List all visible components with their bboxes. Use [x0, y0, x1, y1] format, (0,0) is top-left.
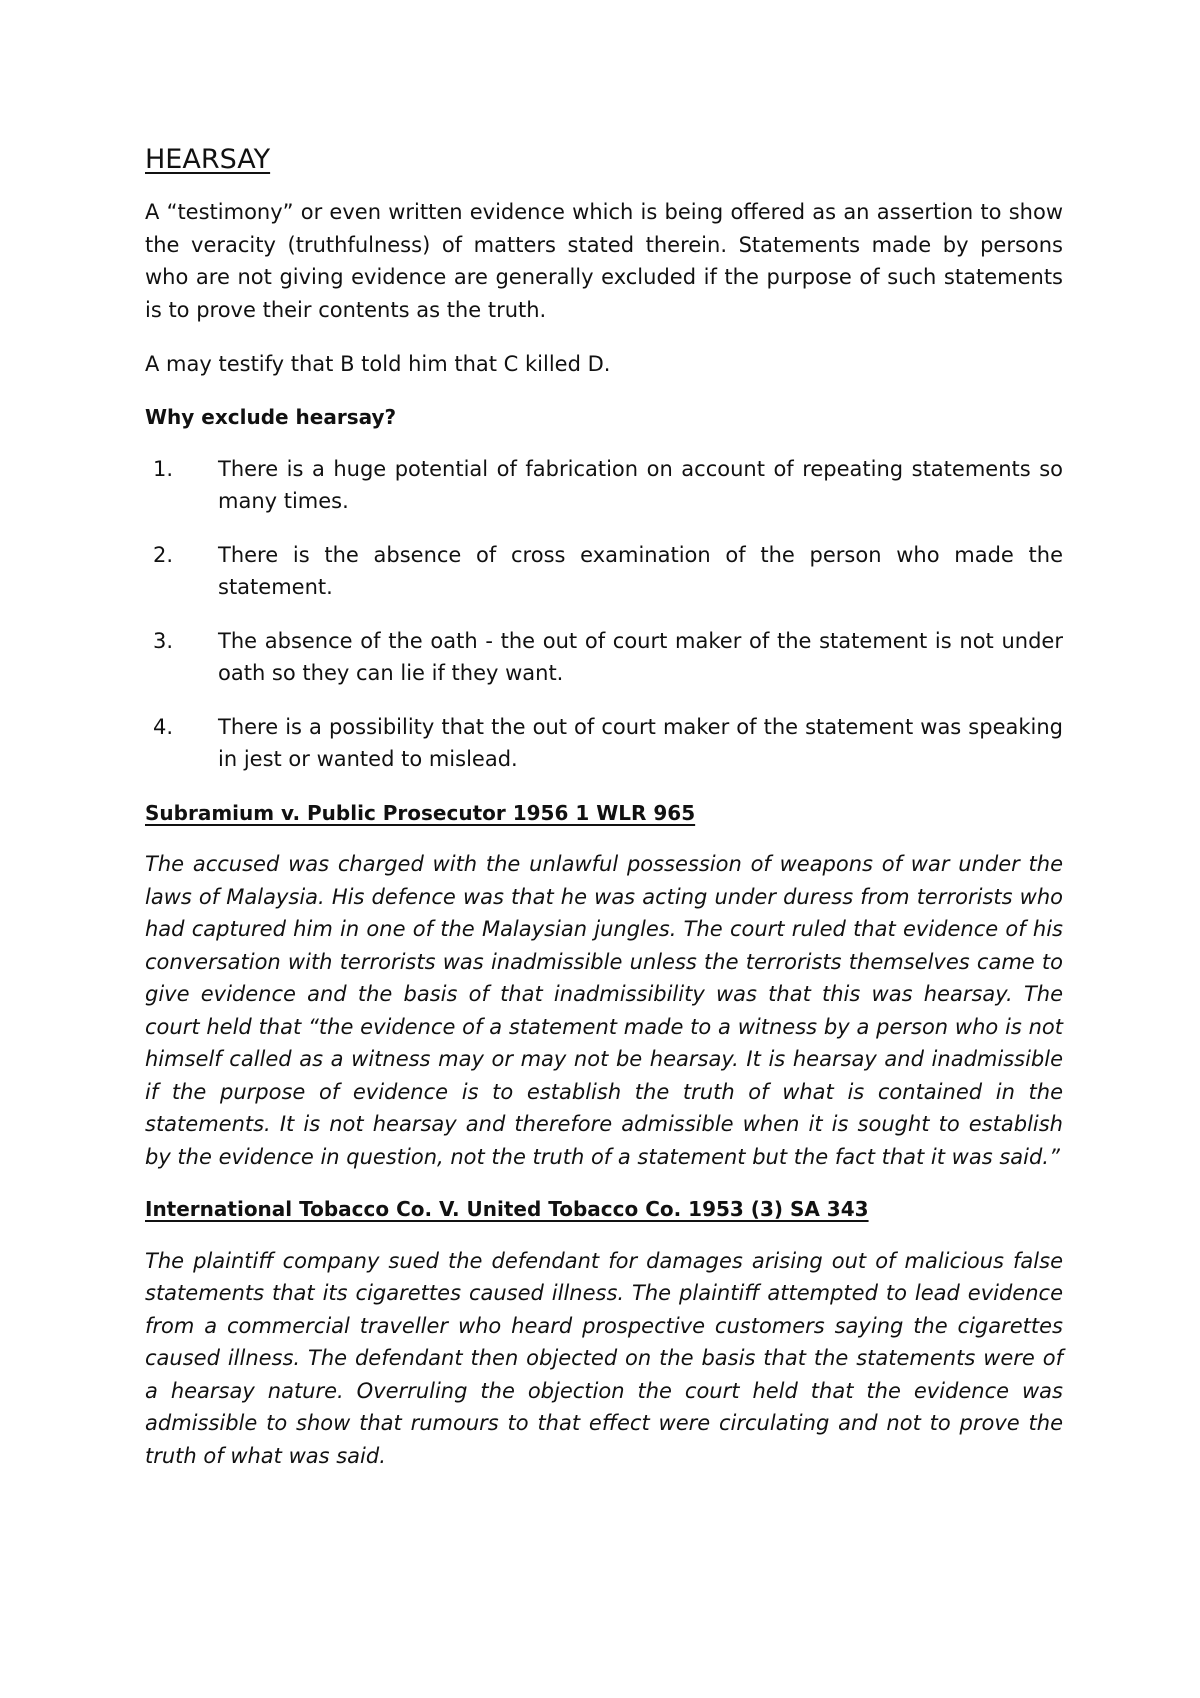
list-item — [145, 453, 1063, 518]
section-subheading: Why exclude hearsay? — [145, 404, 397, 429]
list-item-number: 2. — [153, 542, 174, 567]
example-sentence: A may testify that B told him that C killed D. — [145, 352, 611, 376]
list-item-text: There is a huge potential of fabrication on account of repeating statements so many times. — [218, 456, 1063, 513]
list-item-number: 1. — [153, 456, 174, 481]
list-item-number: 3. — [153, 628, 174, 653]
intro-paragraph: A “testimony” or even written evidence which is being offered as an assertion to show the veracity (truthfulness) of matters stated therein. Statements made by persons who are not giving evidence are generally excluded if the purpose of such statements is to prove their contents as the truth. — [145, 200, 1063, 322]
list-item — [145, 625, 1063, 690]
case-summary-subramium: The accused was charged with the unlawful possession of weapons of war under the laws of Malaysia. His defence was that he was acting under duress from terrorists who had captured him in one of the Malaysian jungles. The court ruled that evidence of his conversation with terrorists was inadmissible unless the terrorists themselves came to give evidence and the basis of that inadmissibility was that this was hearsay. The court held that “the evidence of a statement made to a witness by a person who is not himself called as a witness may or may not be hearsay. It is hearsay and inadmissible if the purpose of evidence is to establish the truth of what is contained in the statements. It is not hearsay and therefore admissible when it is sought to establish by the evidence in question, not the truth of a statement but the fact that it was said.” — [145, 852, 1063, 1169]
case-summary-international-tobacco: The plaintiff company sued the defendant for damages arising out of malicious false statements that its cigarettes caused illness. The plaintiff attempted to lead evidence from a commercial traveller who heard prospective customers saying the cigarettes caused illness. The defendant then objected on the basis that the statements were of a hearsay nature. Overruling the objection the court held that the evidence was admissible to show that rumours to that effect were circulating and not to prove the truth of what was said. — [145, 1248, 1063, 1468]
list-item-text: The absence of the oath - the out of court maker of the statement is not under oath so they can lie if they want. — [218, 628, 1063, 685]
case-title-subramium: Subramium v. Public Prosecutor 1956 1 WLR 965 — [145, 800, 696, 825]
reasons-list — [145, 453, 1063, 776]
page-title: HEARSAY — [145, 144, 271, 175]
list-item-text: There is a possibility that the out of court maker of the statement was speaking in jest or wanted to mislead. — [218, 714, 1063, 771]
document-page — [145, 142, 1063, 1492]
list-item — [145, 711, 1063, 776]
case-title-international-tobacco: International Tobacco Co. V. United Tobacco Co. 1953 (3) SA 343 — [145, 1197, 869, 1221]
list-item-text: There is the absence of cross examination of the person who made the statement. — [218, 542, 1063, 599]
list-item-number: 4. — [153, 714, 174, 739]
list-item — [145, 539, 1063, 604]
